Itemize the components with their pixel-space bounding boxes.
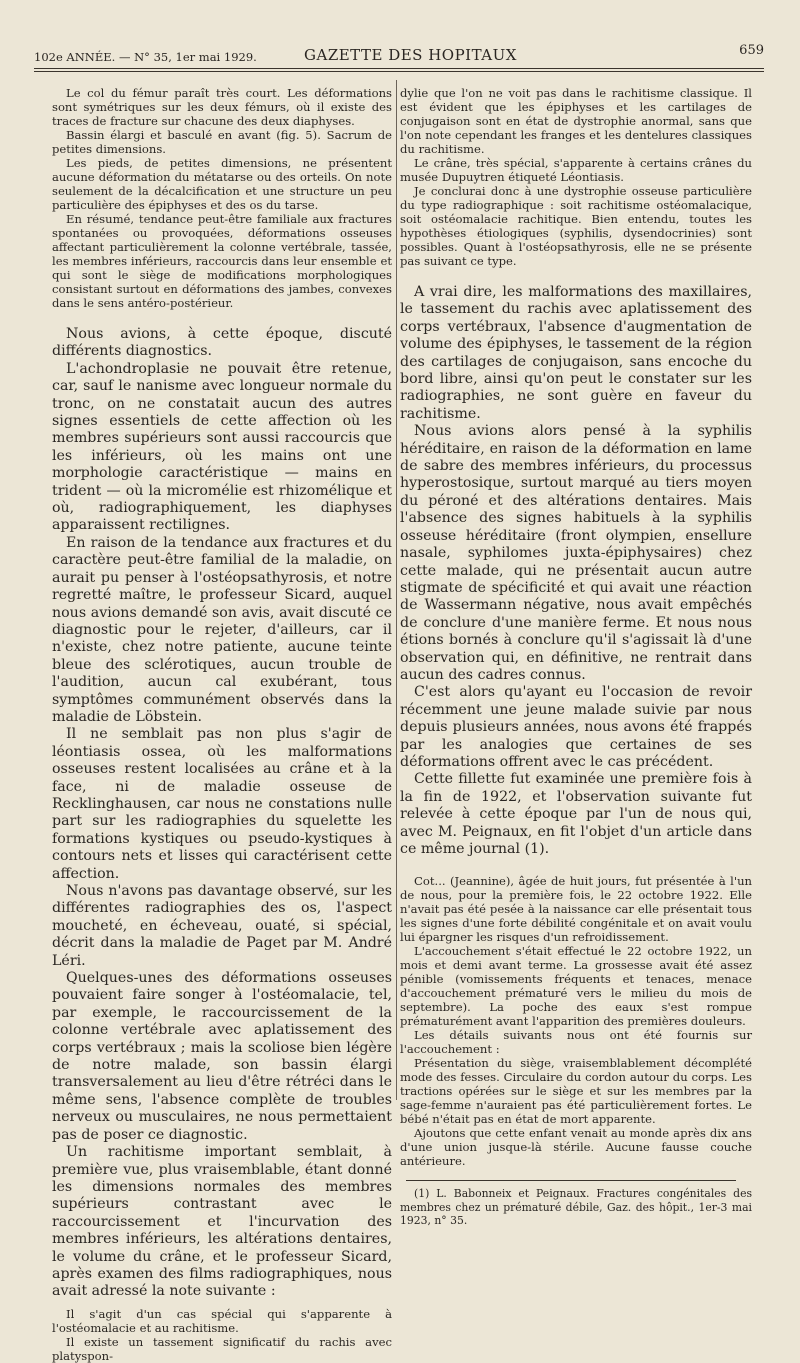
paragraph: Nous avions, à cette époque, discuté différents diagnostics. [52,326,392,360]
paragraph: Bassin élargi et basculé en avant (fig. 5). Sacrum de petites dimensions. [52,128,392,156]
quote-paragraph: Le crâne, très spécial, s'apparente à certains crânes du musée Dupuytren étiqueté Léontiasis. [400,156,752,184]
quote-paragraph: Je conclurai donc à une dystrophie osseuse particulière du type radiographique : soit rachitisme ostéomalacique, soit ostéomalacie rachitique. Bien entendu, toutes les hypothèses étiologiques (syphilis, dysendocrinies) sont possibles. Quant à l'ostéopsathyrosis, elle ne se présente pas suivant ce type. [400,184,752,268]
case-paragraph: Cot... (Jeannine), âgée de huit jours, fut présentée à l'un de nous, pour la première fois, le 22 octobre 1922. Elle n'avait pas été pesée à la naissance car elle présentait tous les signes d'une forte débilité congénitale et on avait voulu lui épargner les risques d'un refroidissement. [400,874,752,945]
footnote-rule [406,1180,736,1181]
footnote: (1) L. Babonneix et Peignaux. Fractures congénitales des membres chez un prématuré débile, Gaz. des hôpit., 1er-3 mai 1923, n° 35. [400,1187,752,1228]
paragraph: Il ne semblait pas non plus s'agir de léontiasis ossea, où les malformations osseuses restent localisées au crâne et à la face, ni de maladie osseuse de Recklinghausen, car nous ne constations nulle part sur les radiographies du squelette les formations kystiques ou pseudo-kystiques à contours nets et lisses qui caractérisent cette affection. [52,726,392,882]
left-column [52,86,392,1363]
quote-paragraph: Il existe un tassement significatif du rachis avec platyspon- [52,1334,392,1363]
case-paragraph: L'accouchement s'était effectué le 22 octobre 1922, un mois et demi avant terme. La grossesse avait été assez pénible (vomissements fréquents et tenaces, menace d'accouchement prématuré vers le milieu du mois de septembre). La poche des eaux s'est rompue prématurément avant l'apparition des premières douleurs. [400,944,752,1029]
paragraph: A vrai dire, les malformations des maxillaires, le tassement du rachis avec aplatissement des corps vertébraux, l'absence d'augmentation de volume des épiphyses, le tassement de la région des cartilages de conjugaison, sans encoche du bord libre, ainsi qu'on peut le constater sur les radiographies, ne sont guère en faveur du rachitisme. [400,284,752,422]
header-rule [34,68,764,69]
case-paragraph: Les détails suivants nous ont été fournis sur l'accouchement : [400,1028,752,1057]
paragraph: Les pieds, de petites dimensions, ne présentent aucune déformation du métatarse ou des orteils. On note seulement de la décalcification et une structure un peu particulière des épiphyses et des os du tarse. [52,156,392,212]
paragraph: Quelques-unes des déformations osseuses pouvaient faire songer à l'ostéomalacie, tel, par exemple, le raccourcissement de la colonne vertébrale avec aplatissement des corps vertébraux ; mais la scoliose bien légère de notre malade, son bassin élargi transversalement au lieu d'être rétréci dans le même sens, l'absence complète de troubles nerveux ou musculaires, ne nous permettaient pas de poser ce diagnostic. [52,970,392,1143]
issue-line: 102e ANNÉE. — N° 35, 1er mai 1929. [34,50,257,64]
column-divider [396,80,397,1100]
journal-title: GAZETTE DES HOPITAUX [304,46,517,64]
right-column [400,86,752,1228]
quote-paragraph: Il s'agit d'un cas spécial qui s'apparente à l'ostéomalacie et au rachitisme. [52,1306,392,1335]
page-number: 659 [739,43,764,58]
paragraph: Nous n'avons pas davantage observé, sur les différentes radiographies des os, l'aspect moucheté, en écheveau, ouaté, si spécial, décrit dans la maladie de Paget par M. André Léri. [52,883,392,969]
header-rule-thin [34,71,764,72]
paragraph: En résumé, tendance peut-être familiale aux fractures spontanées ou provoquées, déformations osseuses affectant particulièrement la colonne vertébrale, tassée, les membres inférieurs, raccourcis dans leur ensemble et qui sont le siège de modifications morphologiques consistant surtout en déformations des jambes, convexes dans le sens antéro-postérieur. [52,212,392,310]
paragraph: Cette fillette fut examinée une première fois à la fin de 1922, et l'observation suivante fut relevée à cette époque par l'un de nous qui, avec M. Peignaux, en fit l'objet d'un article dans ce même journal (1). [400,771,752,857]
case-paragraph: Ajoutons que cette enfant venait au monde après dix ans d'une union jusque-là stérile. Aucune fausse couche antérieure. [400,1126,752,1169]
case-paragraph: Présentation du siège, vraisemblablement décomplété mode des fesses. Circulaire du cordon autour du corps. Les tractions opérées sur le siège et sur les membres par la sage-femme n'auraient pas été particulièrement fortes. Le bébé n'était pas en état de mort apparente. [400,1056,752,1127]
paragraph: En raison de la tendance aux fractures et du caractère peut-être familial de la maladie, on aurait pu penser à l'ostéopsathyrosis, et notre regretté maître, le professeur Sicard, auquel nous avions demandé son avis, avait discuté ce diagnostic pour le rejeter, d'ailleurs, car il n'existe, chez notre patiente, aucune teinte bleue des sclérotiques, aucun trouble de l'audition, aucun cal exubérant, tous symptômes communément observés dans la maladie de Löbstein. [52,534,392,725]
paragraph: L'achondroplasie ne pouvait être retenue, car, sauf le nanisme avec longueur normale du tronc, on ne constatait aucun des autres signes essentiels de cette affection où les membres supérieurs sont aussi raccourcis que les inférieurs, où les mains ont une morphologie caractéristique — mains en trident — où la micromélie est rhizomélique et où, radiographiquement, les diaphyses apparaissent rectilignes. [52,360,392,534]
paragraph: Un rachitisme important semblait, à première vue, plus vraisemblable, étant donné les dimensions normales des membres supérieurs contrastant avec le raccourcissement et l'incurvation des membres inférieurs, les altérations dentaires, le volume du crâne, et le professeur Sicard, après examen des films radiographiques, nous avait adressé la note suivante : [52,1144,392,1300]
page-header [34,42,764,66]
quote-paragraph: dylie que l'on ne voit pas dans le rachitisme classique. Il est évident que les épiphyses et les cartilages de conjugaison sont en état de dystrophie anormal, sans que l'on note cependant les franges et les dentelures classiques du rachitisme. [400,86,752,156]
paragraph: Le col du fémur paraît très court. Les déformations sont symétriques sur les deux fémurs, où il existe des traces de fracture sur chacune des deux diaphyses. [52,86,392,128]
paragraph: Nous avions alors pensé à la syphilis héréditaire, en raison de la déformation en lame de sabre des membres inférieurs, du processus hyperostosique, surtout marqué au tiers moyen du péroné et des altérations dentaires. Mais l'absence des signes habituels à la syphilis osseuse héréditaire (front olympien, ensellure nasale, syphilomes juxta-épiphysaires) chez cette malade, qui ne présentait aucun autre stigmate de spécificité et qui avait une réaction de Wassermann négative, nous avait empêchés de conclure d'une manière ferme. Et nous nous étions bornés à conclure qu'il s'agissait là d'une observation qui, en définitive, ne rentrait dans aucun des cadres connus. [400,423,752,683]
paragraph: C'est alors qu'ayant eu l'occasion de revoir récemment une jeune malade suivie par nous depuis plusieurs années, nous avons été frappés par les analogies que certaines de ses déformations offrent avec le cas précédent. [400,684,752,770]
